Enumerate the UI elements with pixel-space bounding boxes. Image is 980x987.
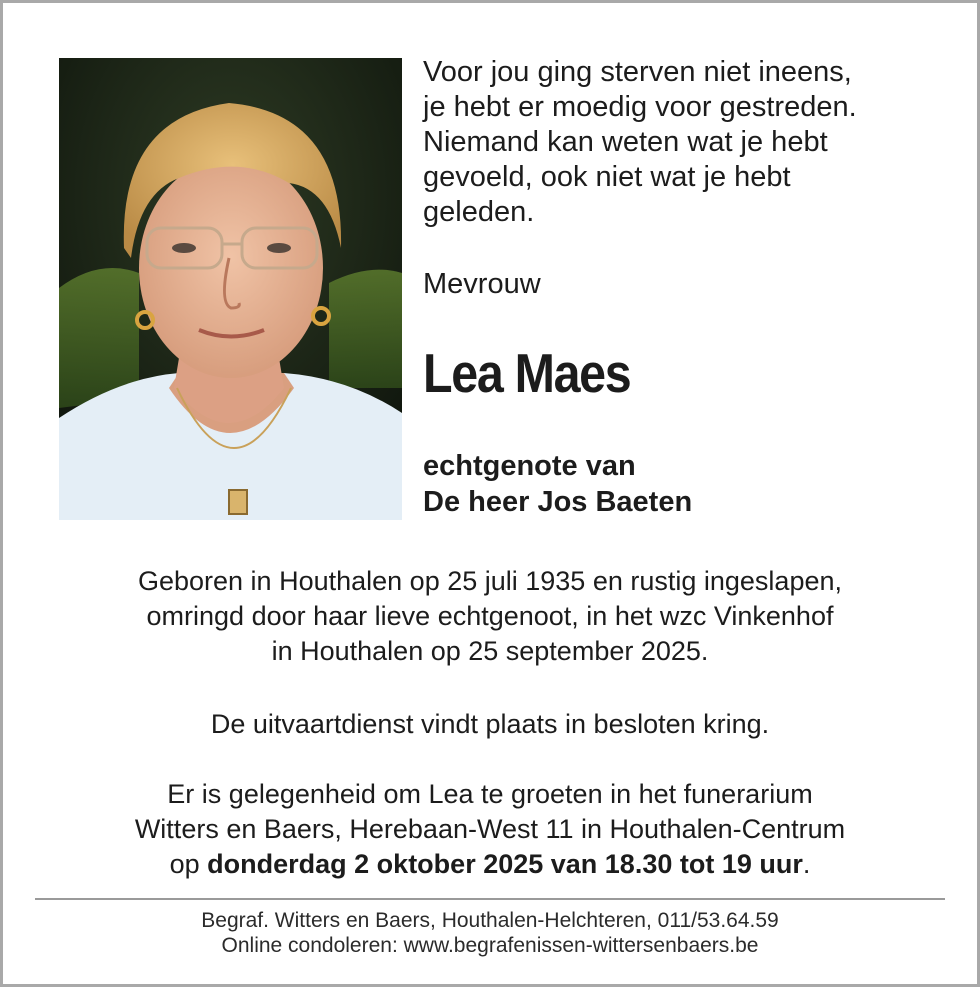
poem-line: Voor jou ging sterven niet ineens, bbox=[423, 56, 852, 88]
portrait-photo bbox=[59, 58, 402, 520]
visit-date-line bbox=[0, 847, 980, 882]
relation-label: echtgenote van bbox=[423, 450, 636, 482]
poem bbox=[423, 55, 943, 230]
info-line: Geboren in Houthalen op 25 juli 1935 en rustig ingeslapen, bbox=[137, 566, 842, 596]
poem-line: Niemand kan weten wat je hebt bbox=[423, 126, 828, 158]
poem-line: gevoeld, ook niet wat je hebt bbox=[423, 161, 791, 193]
birth-death-info bbox=[0, 564, 980, 669]
visitation-info bbox=[0, 777, 980, 882]
funeral-home-info: Begraf. Witters en Baers, Houthalen-Helchteren, 011/53.64.59 bbox=[201, 909, 779, 932]
spouse-name: De heer Jos Baeten bbox=[423, 486, 693, 518]
info-line: in Houthalen op 25 september 2025. bbox=[271, 636, 709, 666]
deceased-name: Lea Maes bbox=[423, 342, 631, 404]
poem-line: je hebt er moedig voor gestreden. bbox=[423, 91, 857, 123]
info-line: omringd door haar lieve echtgenoot, in het wzc Vinkenhof bbox=[146, 601, 834, 631]
condolence-link[interactable]: Online condoleren: www.begrafenissen-wittersenbaers.be bbox=[221, 934, 759, 957]
footer bbox=[0, 908, 980, 958]
visit-suffix: . bbox=[802, 849, 811, 879]
visit-line: Er is gelegenheid om Lea te groeten in het funerarium bbox=[167, 779, 813, 809]
poem-line: geleden. bbox=[423, 196, 535, 228]
honorific: Mevrouw bbox=[423, 268, 541, 300]
visit-line: Witters en Baers, Herebaan-West 11 in Houthalen-Centrum bbox=[134, 814, 846, 844]
visit-prefix: op bbox=[169, 849, 208, 879]
visit-date-time: donderdag 2 oktober 2025 van 18.30 tot 19 uur bbox=[207, 849, 803, 879]
footer-divider bbox=[35, 898, 945, 900]
funeral-service-info: De uitvaartdienst vindt plaats in besloten kring. bbox=[210, 709, 770, 739]
spouse-block bbox=[423, 448, 692, 520]
